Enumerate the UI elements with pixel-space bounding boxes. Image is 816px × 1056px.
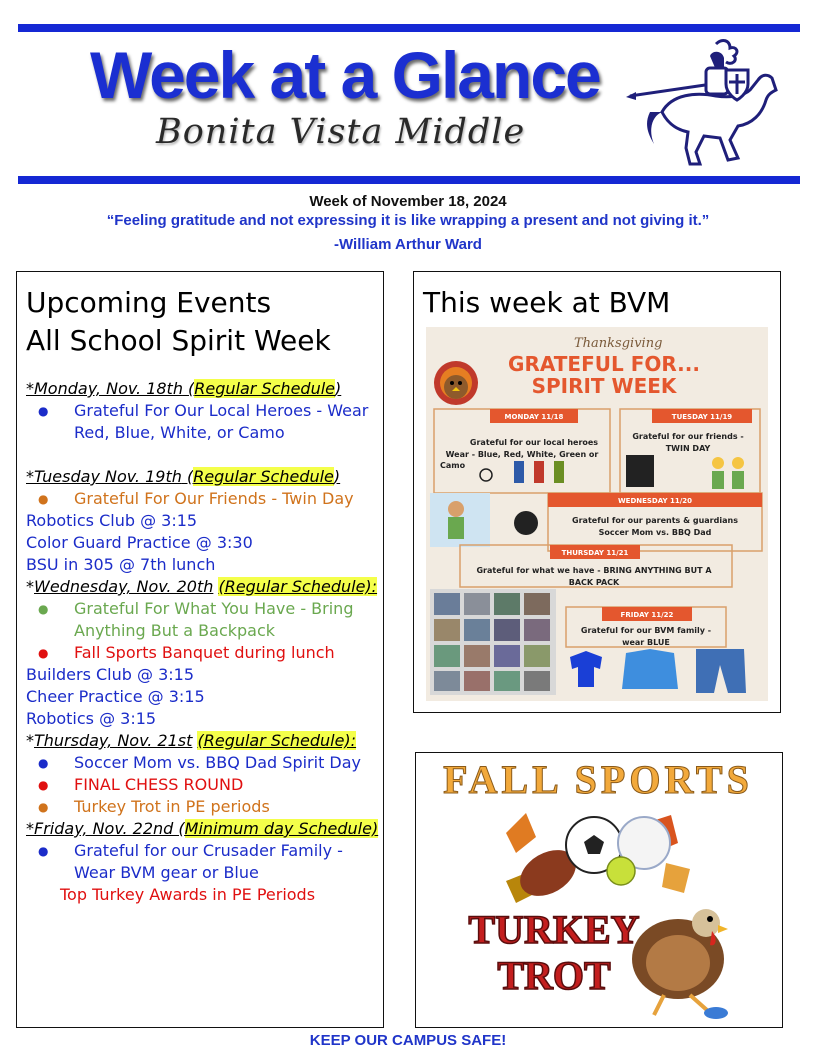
thursday-heading: *Thursday, Nov. 21st (Regular Schedule): xyxy=(26,731,357,750)
header-top-rule xyxy=(18,24,800,32)
svg-text:WEDNESDAY 11/20: WEDNESDAY 11/20 xyxy=(617,497,693,505)
footer-safety-message: KEEP OUR CAMPUS SAFE! xyxy=(309,1032,507,1049)
events-subtitle: All School Spirit Week xyxy=(26,324,331,357)
thursday-event-3: ● Turkey Trot in PE periods xyxy=(26,796,383,818)
svg-text:Camo: Camo xyxy=(440,461,466,470)
svg-text:BACK PACK: BACK PACK xyxy=(568,578,620,587)
svg-text:Grateful for our friends -: Grateful for our friends - xyxy=(632,432,744,441)
svg-text:Soccer Mom vs. BBQ Dad: Soccer Mom vs. BBQ Dad xyxy=(598,528,712,537)
events-list xyxy=(26,378,383,906)
running-turkey-icon xyxy=(632,909,728,1019)
svg-text:THURSDAY 11/21: THURSDAY 11/21 xyxy=(561,549,629,557)
svg-text:Grateful for our local heroes: Grateful for our local heroes xyxy=(469,438,599,447)
week-of-date: Week of November 18, 2024 xyxy=(309,193,507,210)
quote-author: -William Arthur Ward xyxy=(334,236,482,253)
wednesday-event-2: ● Fall Sports Banquet during lunch xyxy=(26,642,383,664)
blue-jacket-icon xyxy=(622,649,678,689)
wednesday-heading: *Wednesday, Nov. 20th (Regular Schedule): xyxy=(26,577,378,596)
tuesday-heading: *Tuesday Nov. 19th (Regular Schedule) xyxy=(26,467,341,486)
svg-text:TWIN DAY: TWIN DAY xyxy=(665,444,711,453)
svg-text:TUESDAY 11/19: TUESDAY 11/19 xyxy=(671,413,733,421)
fall-sports-panel xyxy=(415,752,783,1028)
flyer-heading-2: SPIRIT WEEK xyxy=(531,374,677,398)
svg-text:Grateful for what we have - BR: Grateful for what we have - BRING ANYTHING BUT A xyxy=(476,566,712,575)
svg-text:Grateful for our BVM family -: Grateful for our BVM family - xyxy=(580,626,712,635)
page-title: Week at a Glance xyxy=(90,38,600,112)
student-photo-grid xyxy=(430,589,556,695)
quote-text: “Feeling gratitude and not expressing it is like wrapping a present and not giving it.” xyxy=(106,212,710,229)
flyer-script: Thanksgiving xyxy=(574,336,663,351)
this-week-title: This week at BVM xyxy=(423,286,671,319)
turkey-trot-word-2: TROT xyxy=(497,953,611,998)
svg-text:FRIDAY 11/22: FRIDAY 11/22 xyxy=(620,611,674,619)
flyer-heading: GRATEFUL FOR... xyxy=(508,352,700,376)
events-title: Upcoming Events xyxy=(26,286,272,319)
fall-sports-graphic xyxy=(416,753,781,1026)
crusader-knight-logo xyxy=(626,34,790,168)
this-week-panel xyxy=(413,271,781,713)
tuesday-event: ● Grateful For Our Friends - Twin Day xyxy=(26,488,383,510)
thursday-event-2: ● FINAL CHESS ROUND xyxy=(26,774,383,796)
friday-note: Top Turkey Awards in PE Periods xyxy=(60,885,316,904)
fall-sports-title: FALL SPORTS xyxy=(443,757,753,802)
thursday-event: ● Soccer Mom vs. BBQ Dad Spirit Day xyxy=(26,752,383,774)
svg-text:MONDAY 11/18: MONDAY 11/18 xyxy=(504,413,564,421)
turkey-icon xyxy=(434,361,478,405)
wednesday-event: ● Grateful For What You Have - Bring Anything But a Backpack xyxy=(26,598,383,642)
friday-event: ● Grateful for our Crusader Family - Wear BVM gear or Blue xyxy=(26,840,383,884)
activity-item: Robotics Club @ 3:15 xyxy=(26,511,198,530)
spirit-week-flyer xyxy=(426,327,768,701)
upcoming-events-panel xyxy=(16,271,384,1028)
header-bottom-rule xyxy=(18,176,800,184)
activity-item: Builders Club @ 3:15 xyxy=(26,665,195,684)
tennis-ball-icon xyxy=(607,857,635,885)
svg-text:Grateful for our parents & gua: Grateful for our parents & guardians xyxy=(572,516,738,525)
monday-heading: *Monday, Nov. 18th (Regular Schedule) xyxy=(26,379,342,398)
activity-item: Color Guard Practice @ 3:30 xyxy=(26,533,253,552)
monday-event: ● Grateful For Our Local Heroes - Wear Red, Blue, White, or Camo xyxy=(26,400,383,444)
activity-item: BSU in 305 @ 7th lunch xyxy=(26,555,216,574)
activity-item: Robotics @ 3:15 xyxy=(26,709,157,728)
svg-text:Wear - Blue, Red, White, Green: Wear - Blue, Red, White, Green or xyxy=(445,450,599,459)
activity-item: Cheer Practice @ 3:15 xyxy=(26,687,205,706)
svg-text:wear BLUE: wear BLUE xyxy=(622,638,670,647)
turkey-trot-word-1: TURKEY xyxy=(468,907,640,952)
school-name: Bonita Vista Middle xyxy=(156,112,526,152)
friday-heading: *Friday, Nov. 22nd (Minimum day Schedule) xyxy=(26,819,379,838)
